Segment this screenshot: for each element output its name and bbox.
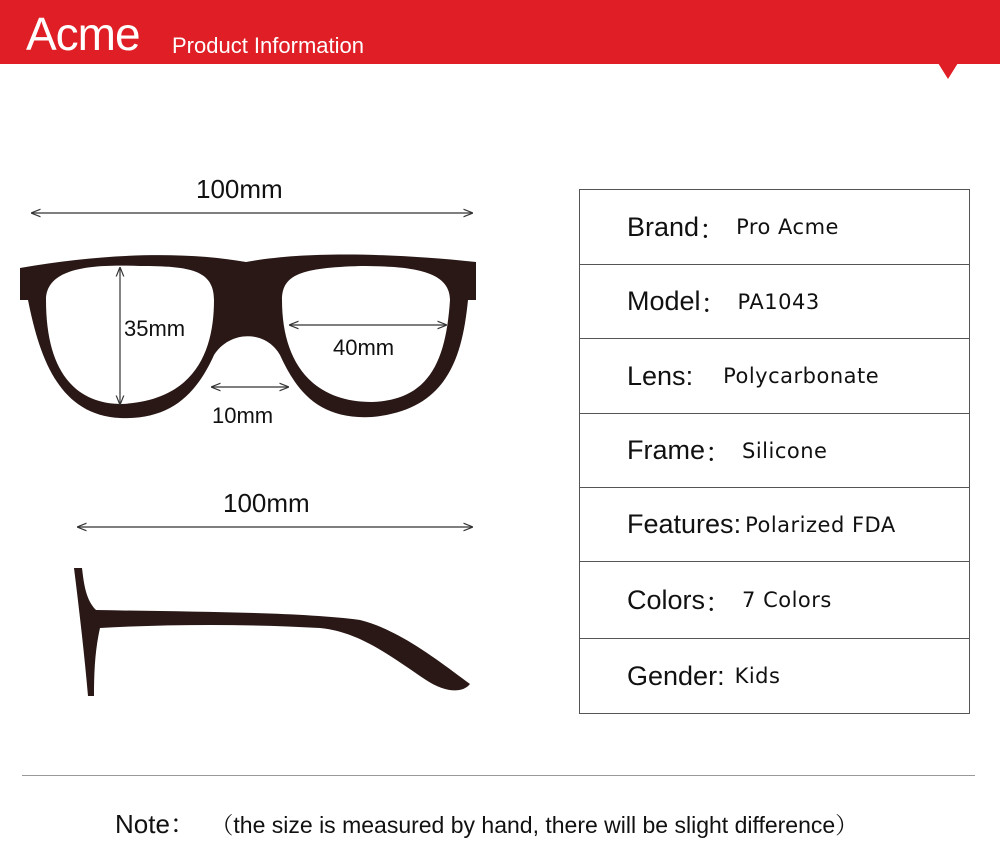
spec-value: Polarized FDA [745,512,896,537]
spec-key: Brand [627,211,700,242]
front-frame [20,255,476,419]
spec-key: Gender [627,660,718,691]
spec-separator: ： [705,438,733,468]
spec-key: Lens [627,360,686,391]
spec-row-gender [580,639,969,713]
spec-value: 7 Colors [742,588,832,612]
temple-length-label: 100mm [223,488,310,518]
spec-key: Colors [627,584,706,615]
spec-value: Pro Acme [736,215,839,239]
spec-value: Kids [734,664,781,688]
spec-key: Frame [627,435,706,465]
glasses-diagram [0,0,560,720]
spec-table [579,189,970,714]
spec-separator: : [717,660,725,691]
spec-separator: ： [705,587,733,618]
spec-row-frame [580,414,969,488]
spec-row-model [580,265,969,339]
brand-logo: Acme [26,8,140,60]
note [115,804,858,841]
note-text: （the size is measured by hand, there will be slight difference） [221,812,859,838]
spec-key: Features [627,509,734,539]
side-temple [74,568,470,696]
total-width-label: 100mm [196,174,283,204]
header-subtitle: Product Information [172,33,364,58]
bridge-width-label: 10mm [212,403,274,428]
spec-row-colors [580,562,969,639]
lens-height-label: 35mm [124,316,186,341]
spec-row-brand [580,190,969,265]
spec-separator: : [685,360,694,391]
spec-key: Model [627,286,701,316]
footer-divider [22,775,975,776]
note-label: Note： [115,809,196,839]
spec-separator: ： [700,289,728,319]
spec-row-lens [580,339,969,414]
spec-value: Silicone [742,438,828,463]
lens-width-label: 40mm [333,335,395,360]
spec-separator: : [733,509,742,539]
spec-row-features [580,488,969,562]
header-notch [938,63,958,79]
spec-value: PA1043 [737,289,820,314]
spec-value: Polycarbonate [723,364,880,388]
spec-separator: ： [699,214,727,245]
